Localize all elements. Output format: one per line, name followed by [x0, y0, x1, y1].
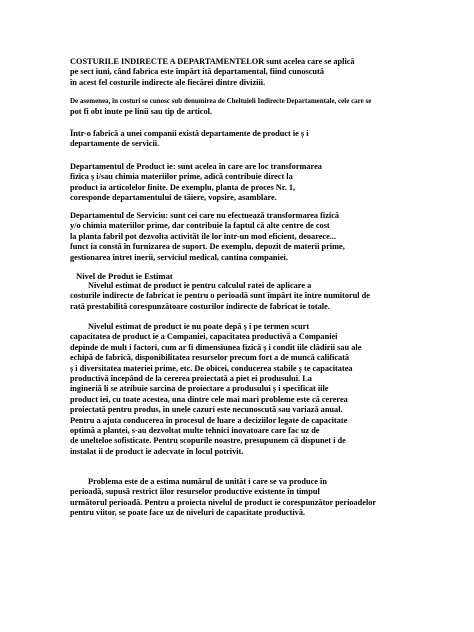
text-line: Problema este de a estima numărul de unităt i care se va produce în [88, 477, 327, 486]
text-line: funct ia constă în furnizarea de suport. De exemplu, depozit de materii prime, [70, 242, 345, 252]
text-line: pentru viitor, se poate face uz de niveluri de capacitate productivă. [70, 508, 306, 518]
text-line: gestionarea întret inerii, serviciul medical, cantina companiei. [70, 252, 288, 262]
text-line: Departamentul de Serviciu: sunt cei care nu efectuează transformarea fizică [70, 211, 340, 220]
text-line: y/o chimia materiilor prime, dar contribuie la faptul că alte centre de cost [70, 221, 330, 231]
paragraph-nivel [70, 281, 412, 312]
paragraph-serviciu [70, 211, 412, 263]
paragraph-cheltuieli [70, 97, 412, 117]
text-line: Pentru a ajuta conducerea în procesul de luare a deciziilor legate de capacitate [70, 415, 348, 425]
text-line: productivă începând de la cererea proiectată a piet ei produsului. La [70, 374, 312, 384]
text-line: proiectată pentru produs, în unele cazuri este necunoscută sau variază anual. [70, 405, 343, 415]
text-line: capacitatea de product ie a Companiei, capacitatea productivă a Companiei [70, 332, 338, 342]
text-line: coresponde departamentului de tăiere, vopsire, asamblare. [70, 193, 277, 203]
text-line: COSTURILE INDIRECTE A DEPARTAMENTELOR sunt acelea care se aplică [70, 57, 355, 66]
text-line: pe sect iuni, când fabrica este împărt ită departamental, fiind cunoscută [70, 67, 324, 77]
text-line: Nivelul estimat de product ie pentru calculul ratei de aplicare a [88, 281, 312, 290]
text-line: departamente de servicii. [70, 139, 160, 149]
text-line: rată prestabilită corespunzătoare costurilor indirecte de fabricat ie totale. [70, 301, 330, 311]
text-line: pot fi obt inute pe linii sau tip de articol. [70, 106, 212, 116]
section-heading: Nivel de Produt ie Estimat [76, 271, 173, 281]
text-line: perioadă, supusă restrict iilor resurselor productive existente în timpul [70, 487, 320, 497]
text-line: Într-o fabrică a unei companii există departamente de product ie ș i [70, 129, 309, 138]
paragraph-problema [70, 477, 412, 519]
text-line: Nivelul estimat de product ie nu poate depă ș i pe termen scurt [88, 322, 310, 331]
paragraph-productie [70, 162, 412, 204]
text-line: product iei, cu toate acestea, una dintre cele mai mari probleme este că cererea [70, 394, 348, 404]
text-line: următorul perioadă. Pentru a proiecta nivelul de product ie corespunzător perioadelor [70, 497, 377, 507]
text-line: product ia articolelor finite. De exemplu, planta de proces Nr. 1, [70, 182, 296, 192]
text-line: ș i diversitatea materiei prime, etc. De obicei, conducerea stabile ș te capacitatea [70, 363, 353, 373]
text-line: optimă a plantei, s-au dezvoltat multe tehnici inovatoare care fac uz de [70, 426, 320, 436]
text-line: costurile indirecte de fabricat ie pentru o perioadă sunt împărt ite între numitorul de [70, 291, 370, 301]
text-line: la planta fabril pot dezvolta activităt ile lor într-un mod eficient, deoarece... [70, 231, 336, 241]
paragraph-estimat [70, 322, 412, 457]
text-line: fizica ș i/sau chimia materiilor prime, adică contribuie direct la [70, 172, 293, 182]
text-line: de unelteloe sofisticate. Pentru scopurile noastre, presupunem că dispunet i de [70, 436, 346, 446]
text-line: echipă de fabrică, disponibilitatea resurselor precum fort a de muncă calificată [70, 353, 350, 363]
text-line: depinde de mult i factori, cum ar fi dimensiunea fizică ș i condit iile clădirii sau ale [70, 342, 362, 352]
text-line: în acest fel costurile indirecte ale fiecărei dintre diviziii. [70, 77, 266, 87]
text-line: Departamentul de Product ie: sunt acelea în care are loc transformarea [70, 162, 322, 171]
paragraph-intro [70, 57, 412, 88]
paragraph-fabrica [70, 129, 412, 150]
text-line: instalat ii de product ie adecvate în locul potrivit. [70, 446, 244, 456]
text-line: De asemenea, în costuri se cunosc sub denumirea de Cheltuieli Indirecte Departamentale, cele care se [70, 97, 372, 105]
text-line: ingineriă li se atribuie sarcina de proiectare a produsului ș i specificat iile [70, 384, 329, 394]
